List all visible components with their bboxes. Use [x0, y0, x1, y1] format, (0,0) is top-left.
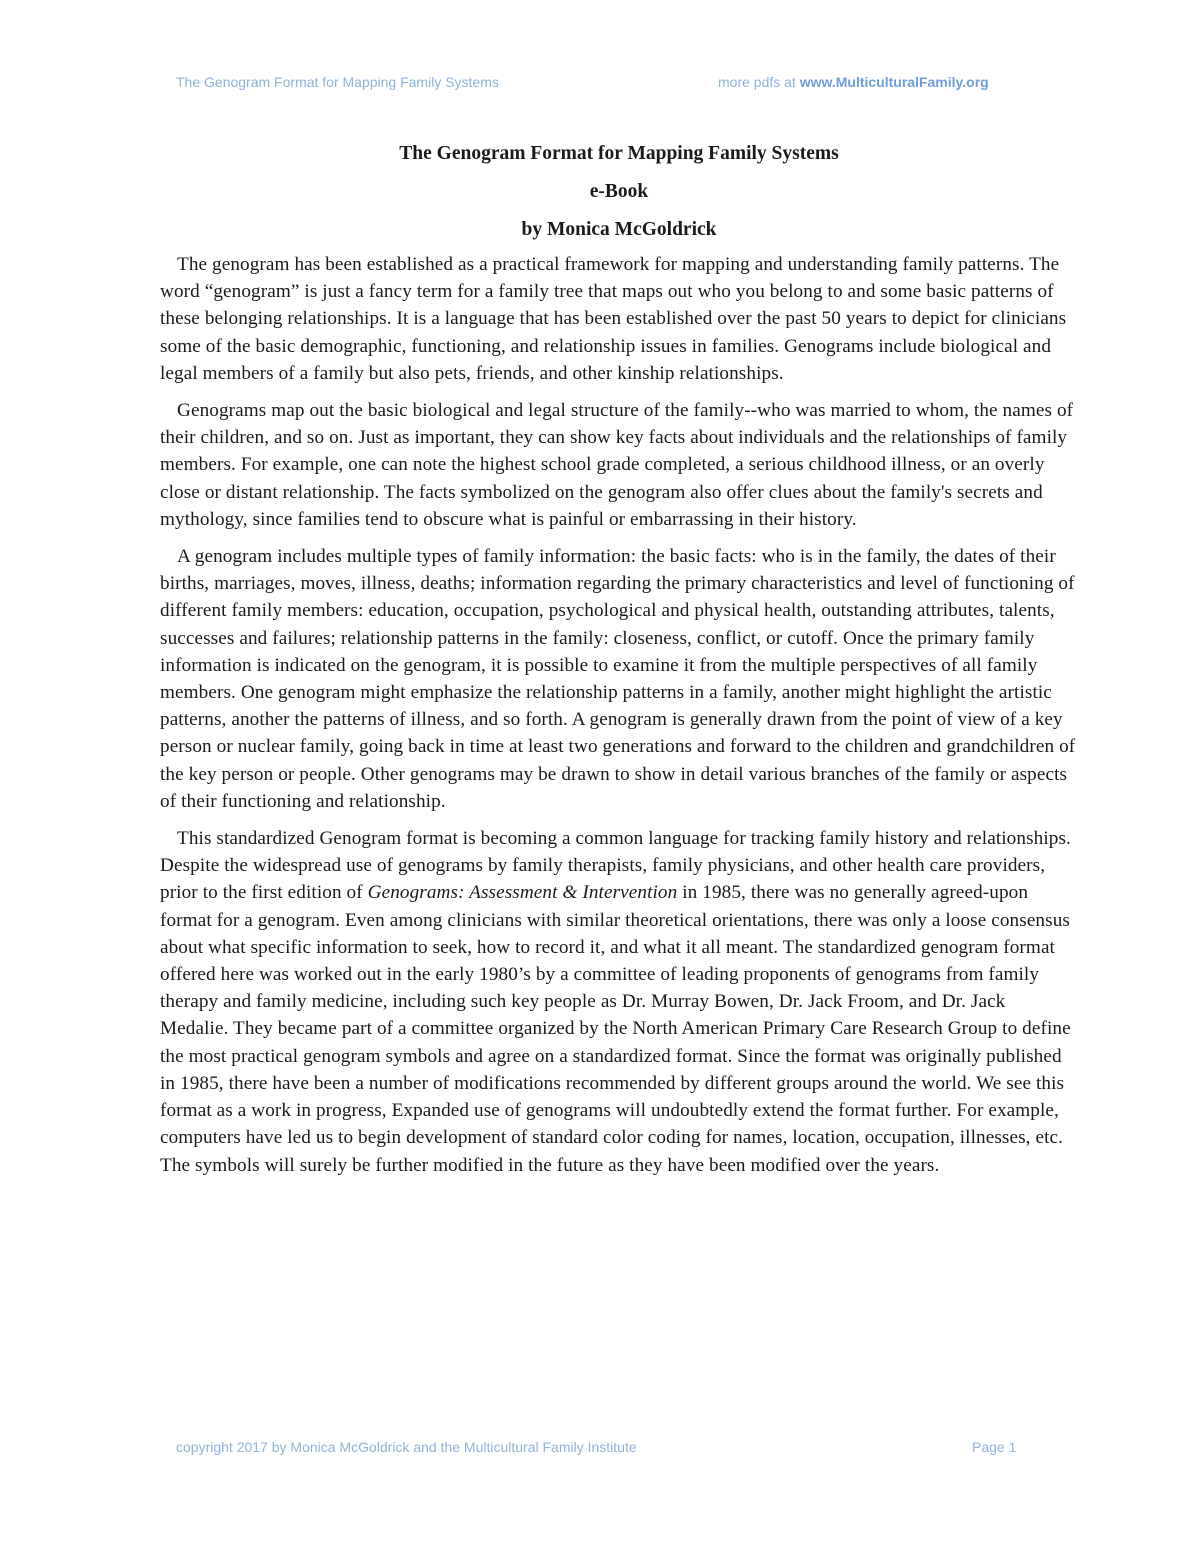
- paragraph-2: Genograms map out the basic biological and legal structure of the family--who was married to whom, the names of their children, and so on. Just as important, they can show key facts about individuals and the relationships of family members. For example, one can note the highest school grade completed, a serious childhood illness, or an overly close or distant relationship. The facts symbolized on the genogram also offer clues about the family's secrets and mythology, since families tend to obscure what is painful or embarrassing in their history.: [160, 400, 1074, 530]
- paragraph-4-part-b: in 1985, there was no generally agreed-upon format for a genogram. Even among clinicians with similar theoretical orientations, there was only a loose consensus about what specific information to seek, how to record it, and what it all meant. The standardized genogram format offered here was worked out in the early 1980’s by a committee of leading proponents of genograms from family therapy and family medicine, including such key people as Dr. Murray Bowen, Dr. Jack Froom, and Dr. Jack Medalie. They became part of a committee organized by the North American Primary Care Research Group to define the most practical genogram symbols and agree on a standardized format. Since the format was originally published in 1985, there have been a number of modifications recommended by different groups around the world. We see this format as a work in progress, Expanded use of genograms will undoubtedly extend the format further. For example, computers have led us to begin development of standard color coding for names, location, occupation, illnesses, etc. The symbols will surely be further modified in the future as they have been modified over the years.: [160, 882, 1071, 1176]
- header-link-prefix: more pdfs at: [718, 74, 800, 90]
- document-author: by Monica McGoldrick: [521, 219, 717, 240]
- document-subtitle: e-Book: [589, 181, 649, 202]
- running-header-title: The Genogram Format for Mapping Family Systems: [176, 74, 499, 90]
- paragraph-3: A genogram includes multiple types of family information: the basic facts: who is in the family, the dates of their births, marriages, moves, illness, deaths; information regarding the primary characteristics and level of functioning of different family members: education, occupation, psychological and physical health, outstanding attributes, talents, successes and failures; relationship patterns in the family: closeness, conflict, or cutoff. Once the primary family information is indicated on the genogram, it is possible to examine it from the multiple perspectives of all family members. One genogram might emphasize the relationship patterns in a family, another might highlight the artistic patterns, another the patterns of illness, and so forth. A genogram is generally drawn from the point of view of a key person or nuclear family, going back in time at least two generations and forward to the children and grandchildren of the key person or people. Other genograms may be drawn to show in detail various branches of the family or aspects of their functioning and relationship.: [160, 546, 1076, 812]
- document-body: [160, 141, 1078, 1189]
- paragraph-4-part-a: This standardized Genogram format is becoming a common language for tracking family history and relationships. Despite the widespread use of genograms by family therapists, family physicians, and other health care providers, prior to the first edition of: [160, 828, 1071, 904]
- running-header-link[interactable]: [718, 74, 989, 90]
- book-title-italic: Genograms: Assessment & Intervention: [367, 882, 678, 904]
- document-title: The Genogram Format for Mapping Family Systems: [399, 143, 839, 164]
- footer-page-number: Page 1: [972, 1439, 1017, 1455]
- footer-copyright: copyright 2017 by Monica McGoldrick and the Multicultural Family Institute: [176, 1439, 637, 1455]
- header-site-link[interactable]: www.MulticulturalFamily.org: [799, 74, 989, 90]
- paragraph-4: [160, 825, 1078, 1179]
- paragraph-1: The genogram has been established as a practical framework for mapping and understanding family patterns. The word “genogram” is just a fancy term for a family tree that maps out who you belong to and some basic patterns of these belonging relationships. It is a language that has been established over the past 50 years to depict for clinicians some of the basic demographic, functioning, and relationship issues in families. Genograms include biological and legal members of a family but also pets, friends, and other kinship relationships.: [160, 254, 1067, 384]
